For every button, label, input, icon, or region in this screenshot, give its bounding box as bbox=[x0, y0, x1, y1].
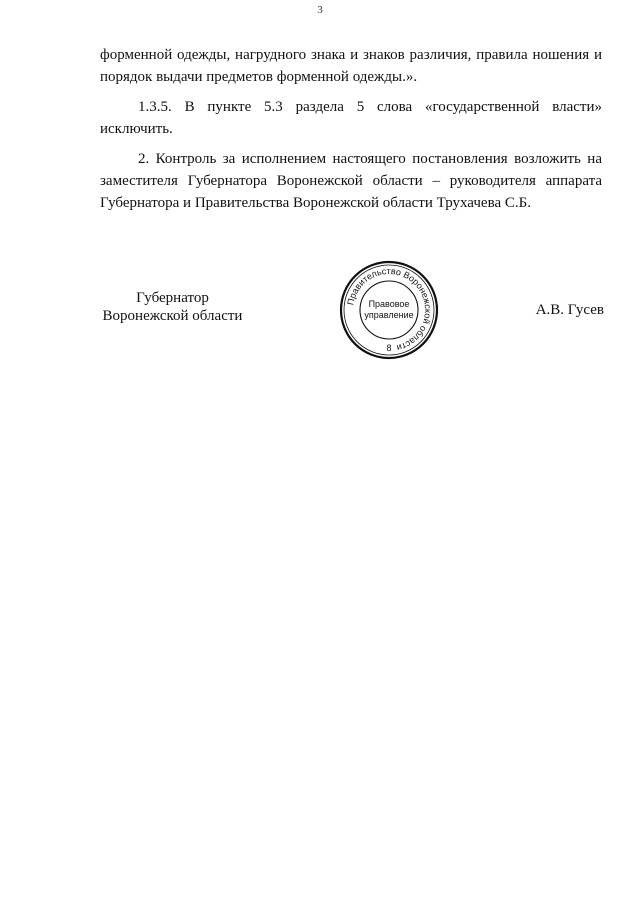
stamp-graphic bbox=[338, 259, 440, 361]
stamp-bottom-mark: 8 bbox=[386, 343, 392, 353]
stamp-inner-line: управление bbox=[364, 310, 414, 320]
page-number: 3 bbox=[317, 4, 323, 16]
signatory-title-line: Воронежской области bbox=[102, 308, 243, 324]
paragraph-line: 2. Контроль за исполнением настоящего постановления возложить на bbox=[138, 151, 602, 167]
paragraph-line: Губернатора и Правительства Воронежской области Трухачева С.Б. bbox=[100, 195, 531, 211]
stamp-ring-text: Правительство Воронежской области bbox=[345, 265, 434, 354]
official-stamp bbox=[338, 259, 440, 361]
paragraph-line: форменной одежды, нагрудного знака и знаков различия, правила ношения и bbox=[100, 47, 602, 63]
stamp-inner-line: Правовое bbox=[368, 299, 410, 309]
paragraph-line: 1.3.5. В пункте 5.3 раздела 5 слова «государственной власти» bbox=[138, 99, 602, 115]
signatory-title-line: Губернатор bbox=[136, 290, 209, 306]
paragraph-line: порядок выдачи предметов форменной одежды.». bbox=[100, 69, 418, 85]
signatory-name: А.В. Гусев bbox=[535, 302, 604, 318]
document-body bbox=[100, 44, 602, 214]
signatory-title bbox=[100, 289, 245, 325]
paragraph-line: исключить. bbox=[100, 121, 173, 137]
paragraph-line: заместителя Губернатора Воронежской области – руководителя аппарата bbox=[100, 173, 602, 189]
